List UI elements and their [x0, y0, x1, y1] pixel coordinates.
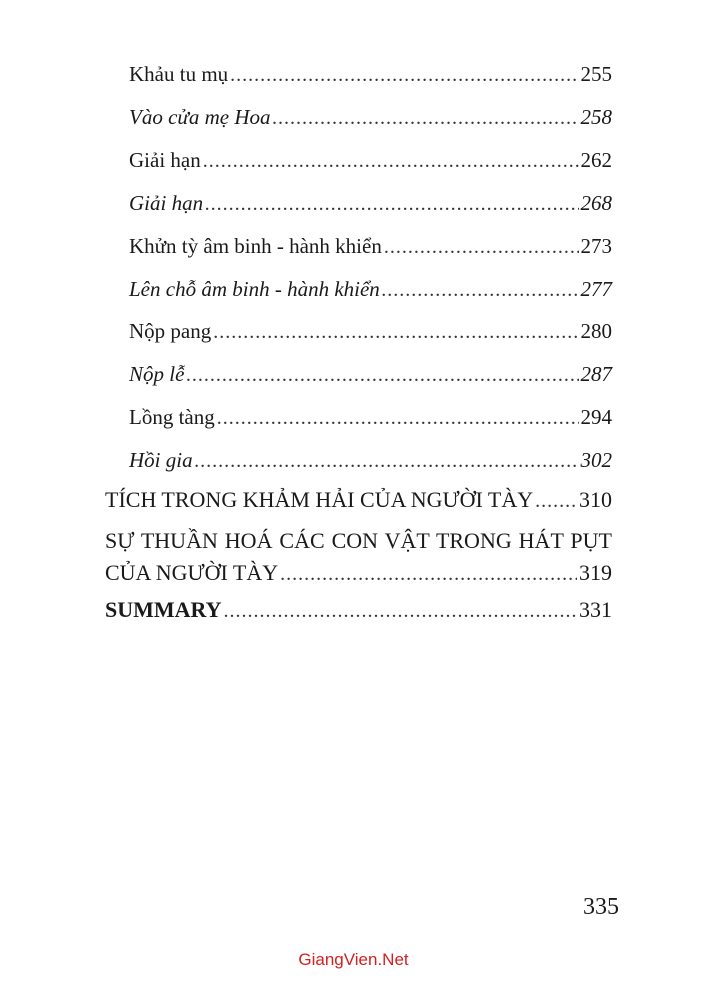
toc-section-title-line2: CỦA NGƯỜI TÀY	[105, 560, 279, 585]
toc-entry-title: Khửn tỳ âm binh - hành khiển	[129, 234, 382, 258]
dot-leader	[535, 488, 577, 514]
toc-section-title-line1: SỰ THUẦN HOÁ CÁC CON VẬT TRONG HÁT PỤT	[105, 528, 612, 553]
toc-entry-page: 268	[580, 191, 612, 215]
toc-entry	[129, 318, 612, 345]
dot-leader	[195, 448, 579, 474]
toc-entry	[129, 447, 612, 474]
toc-entry-title: Nộp pang	[129, 319, 212, 343]
toc-entry-title: Lên chỗ âm binh - hành khiển	[129, 277, 380, 301]
dot-leader	[213, 319, 578, 345]
toc-entry-page: 273	[580, 234, 612, 258]
dot-leader	[273, 105, 579, 131]
toc-section	[105, 560, 612, 587]
toc-entry-title: Nộp lễ	[129, 362, 185, 386]
dot-leader	[217, 405, 579, 431]
dot-leader	[382, 277, 579, 303]
toc-entry-page: 258	[580, 105, 612, 129]
toc-section	[105, 597, 612, 624]
toc-entry-title: Lồng tàng	[129, 405, 215, 429]
toc-section-page: 331	[579, 597, 612, 622]
dot-leader	[205, 191, 578, 217]
toc-section-title: SUMMARY	[105, 597, 222, 622]
toc-entry-page: 277	[580, 277, 612, 301]
toc-section-page: 319	[579, 560, 612, 585]
toc-section-page: 310	[579, 487, 612, 512]
toc-entry-title: Hồi gia	[129, 448, 193, 472]
toc-entry	[129, 147, 612, 174]
dot-leader	[203, 148, 579, 174]
toc-entry-title: Giải hạn	[129, 191, 204, 215]
toc-entry	[129, 104, 612, 131]
toc-entry-page: 302	[580, 448, 612, 472]
dot-leader	[230, 62, 578, 88]
toc-section	[105, 487, 612, 514]
toc-entry	[129, 190, 612, 217]
toc-entry-page: 262	[580, 148, 612, 172]
toc-entry-page: 287	[580, 362, 612, 386]
dot-leader	[186, 362, 578, 388]
toc-entry-title: Giải hạn	[129, 148, 201, 172]
toc-entry-title: Khảu tu mụ	[129, 62, 229, 86]
toc-entry	[129, 233, 612, 260]
dot-leader	[384, 234, 579, 260]
toc-entry-page: 255	[580, 62, 612, 86]
watermark-text: GiangVien.Net	[298, 950, 409, 969]
toc-entry-page: 294	[580, 405, 612, 429]
dot-leader	[280, 561, 577, 587]
dot-leader	[224, 598, 577, 624]
page-number: 335	[583, 894, 619, 920]
toc-section-title: TÍCH TRONG KHẢM HẢI CỦA NGƯỜI TÀY	[105, 487, 534, 512]
toc-entry-title: Vào cửa mẹ Hoa	[129, 105, 271, 129]
toc-entry	[129, 61, 612, 88]
toc-entry	[129, 361, 612, 388]
toc-entry	[129, 404, 612, 431]
toc-entry	[129, 276, 612, 303]
toc-entry-page: 280	[580, 319, 612, 343]
